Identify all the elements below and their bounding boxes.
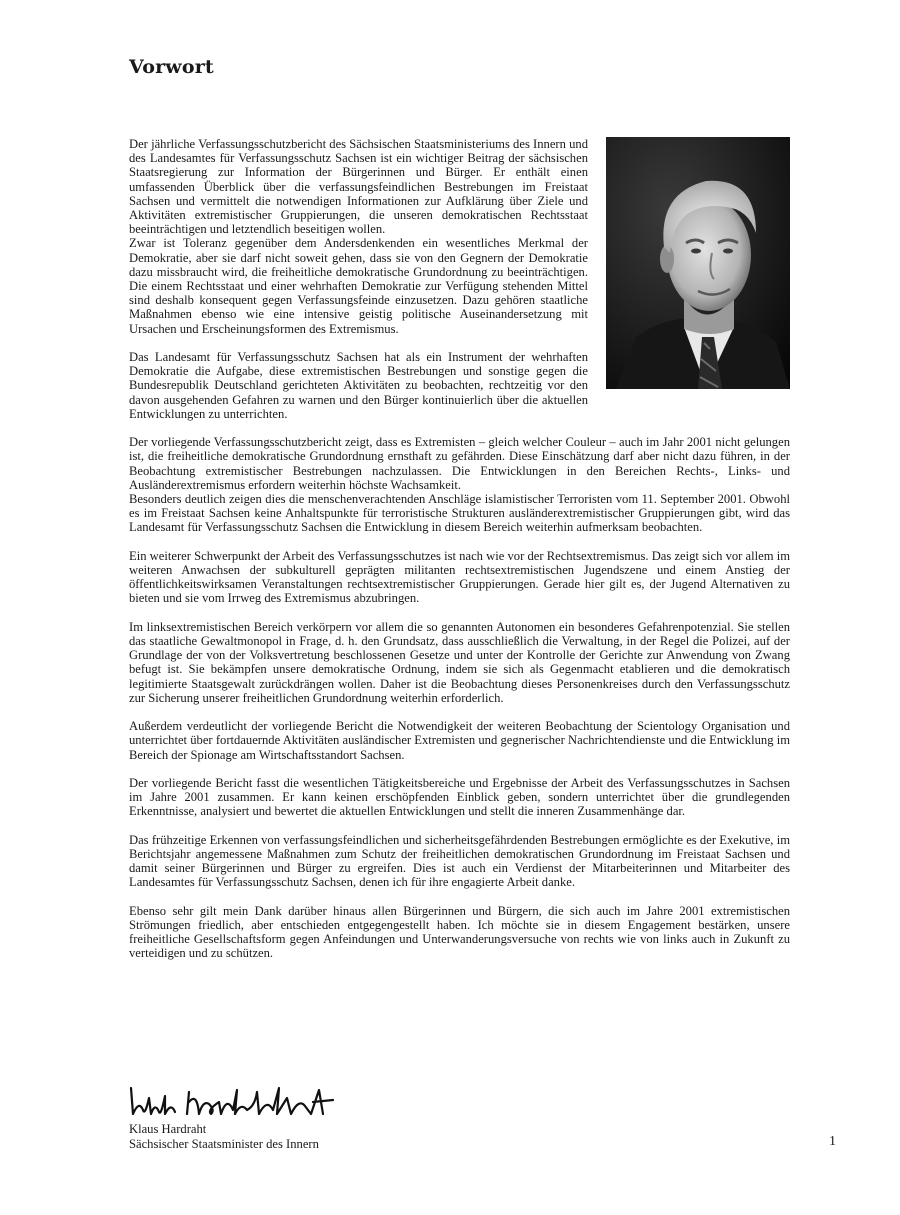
paragraph-5: Besonders deutlich zeigen dies die menschenverachtenden Anschläge islamistischer Terroristen vom 11. September 2001. Obwohl es im Freistaat Sachsen keine Anhaltspunkte für terroristische Strukturen ausländerextremistischer Gruppierungen gibt, wird das Landesamt für Verfassungsschutz Sachsen die Entwicklung in diesem Bereich weiterhin aufmerksam beobachten. — [129, 492, 790, 535]
page-title: Vorwort — [129, 56, 214, 78]
signer-block — [129, 1122, 319, 1152]
portrait-photo — [606, 137, 790, 389]
paragraph-10: Das frühzeitige Erkennen von verfassungsfeindlichen und sicherheitsgefährdenden Bestrebungen ermöglichte es der Exekutive, im Berichtsjahr angemessene Maßnahmen zum Schutz der freiheitlichen demokratischen Grundordnung im Freistaat Sachsen und damit seiner Bürgerinnen und Bürger zu ergreifen. Dies ist auch ein Verdienst der Mitarbeiterinnen und Mitarbeiter des Landesamtes für Verfassungsschutz Sachsen, denen ich für ihre engagierte Arbeit danke. — [129, 832, 790, 890]
paragraph-8: Außerdem verdeutlicht der vorliegende Bericht die Notwendigkeit der weiteren Beobachtung der Scientology Organisation und unterrichtet über fortdauernde Aktivitäten ausländischer Extremisten und gegnerischer Nachrichtendienste und die Entwicklung im Bereich der Spionage am Wirtschaftsstandort Sachsen. — [129, 719, 790, 762]
paragraph-11: Ebenso sehr gilt mein Dank darüber hinaus allen Bürgerinnen und Bürgern, die sich auch im Jahre 2001 extremistischen Strömungen friedlich, aber entschieden entgegengestellt haben. Ich möchte sie in diesem Engagement bestärken, unsere freiheitliche Gesellschaftsform gegen Anfeindungen und Unterwanderungsversuche von rechts wie von links auch in Zukunft zu verteidigen und zu schützen. — [129, 903, 790, 961]
paragraph-4: Der vorliegende Verfassungsschutzbericht zeigt, dass es Extremisten – gleich welcher Couleur – auch im Jahr 2001 nicht gelungen ist, die freiheitliche demokratische Grundordnung ernsthaft zu gefährden. Diese Einschätzung darf aber nicht dazu führen, in der Beobachtung extremistischer Bestrebungen nachzulassen. Die Entwicklungen in den Bereichen Rechts-, Links- und Ausländerextremismus erfordern weiterhin höchste Wachsamkeit. — [129, 435, 790, 492]
page-number: 1 — [829, 1134, 836, 1149]
paragraph-2: Zwar ist Toleranz gegenüber dem Andersdenkenden ein wesentliches Merkmal der Demokratie, aber sie darf nicht soweit gehen, dass sie von den Gegnern der Demokratie dazu missbraucht wird, die freiheitliche demokratische Grundordnung zu beeinträchtigen. Die einem Rechtsstaat und einer wehrhaften Demokratie zur Verfügung stehenden Mittel sind deshalb konsequent gegen Verfassungsfeinde einzusetzen. Dazu gehören staatliche Maßnahmen ebenso wie eine intensive geistig politische Auseinandersetzung mit Ursachen und Erscheinungsformen des Extremismus. — [129, 236, 588, 336]
paragraph-1: Der jährliche Verfassungsschutzbericht des Sächsischen Staatsministeriums des Innern und des Landesamtes für Verfassungsschutz Sachsen ist ein wichtiger Beitrag der sächsischen Staatsregierung zur Information der Bürgerinnen und Bürger. Er enthält einen umfassenden Überblick über die verfassungsfeindlichen Bestrebungen im Freistaat Sachsen und vermittelt die notwendigen Informationen zur Aufklärung über Ziele und Aktivitäten extremistischer Gruppierungen, die unseren demokratischen Rechtsstaat beeinträchtigen und letztendlich beseitigen wollen. — [129, 137, 588, 237]
paragraph-3: Das Landesamt für Verfassungsschutz Sachsen hat als ein Instrument der wehrhaften Demokratie die Aufgabe, diese extremistischen Bestrebungen und sonstige gegen die Bundesrepublik Deutschland gerichteten Aktivitäten zu beobachten, rechtzeitig vor den davon ausgehenden Gefahren zu warnen und den Bürger kontinuierlich über die aktuellen Entwicklungen zu unterrichten. — [129, 350, 588, 421]
signer-position: Sächsischer Staatsminister des Innern — [129, 1137, 319, 1151]
paragraph-9: Der vorliegende Bericht fasst die wesentlichen Tätigkeitsbereiche und Ergebnisse der Arbeit des Verfassungsschutzes in Sachsen im Jahre 2001 zusammen. Er kann keinen erschöpfenden Einblick geben, sondern unterrichtet über die grundlegenden Erkenntnisse, analysiert und bewertet die aktuellen Entwicklungen und stellt die inneren Zusammenhänge dar. — [129, 776, 790, 819]
signer-name: Klaus Hardraht — [129, 1122, 207, 1136]
handwritten-signature — [127, 1080, 357, 1126]
paragraph-7: Im linksextremistischen Bereich verkörpern vor allem die so genannten Autonomen ein besonderes Gefahrenpotenzial. Sie stellen das staatliche Gewaltmonopol in Frage, d. h. den Grundsatz, dass ausschließlich die Verwaltung, in der Regel die Polizei, auf der Grundlage der von der Volksvertretung beschlossenen Gesetze und unter der Kontrolle der Gerichte zur Anwendung von Zwang befugt ist. Sie bekämpfen unsere demokratische Ordnung, indem sie sich als Gegenmacht etablieren und die demokratisch legitimierte Staatsgewalt zurückdrängen wollen. Daher ist die Beobachtung dieses Personenkreises durch den Verfassungsschutz zur Sicherung unserer freiheitlichen Grundordnung weiterhin erforderlich. — [129, 619, 790, 705]
foreword-body — [129, 137, 790, 961]
paragraph-6: Ein weiterer Schwerpunkt der Arbeit des Verfassungsschutzes ist nach wie vor der Rechtsextremismus. Das zeigt sich vor allem im weiteren Anwachsen der subkulturell geprägten militanten rechtsextremistischen Jugendszene und einem Anstieg der öffentlichkeitswirksamen Veranstaltungen rechtsextremistischer Gruppierungen. Gerade hier gilt es, der Jugend Alternativen zu bieten und sie vom Irrweg des Extremismus abzubringen. — [129, 548, 790, 606]
